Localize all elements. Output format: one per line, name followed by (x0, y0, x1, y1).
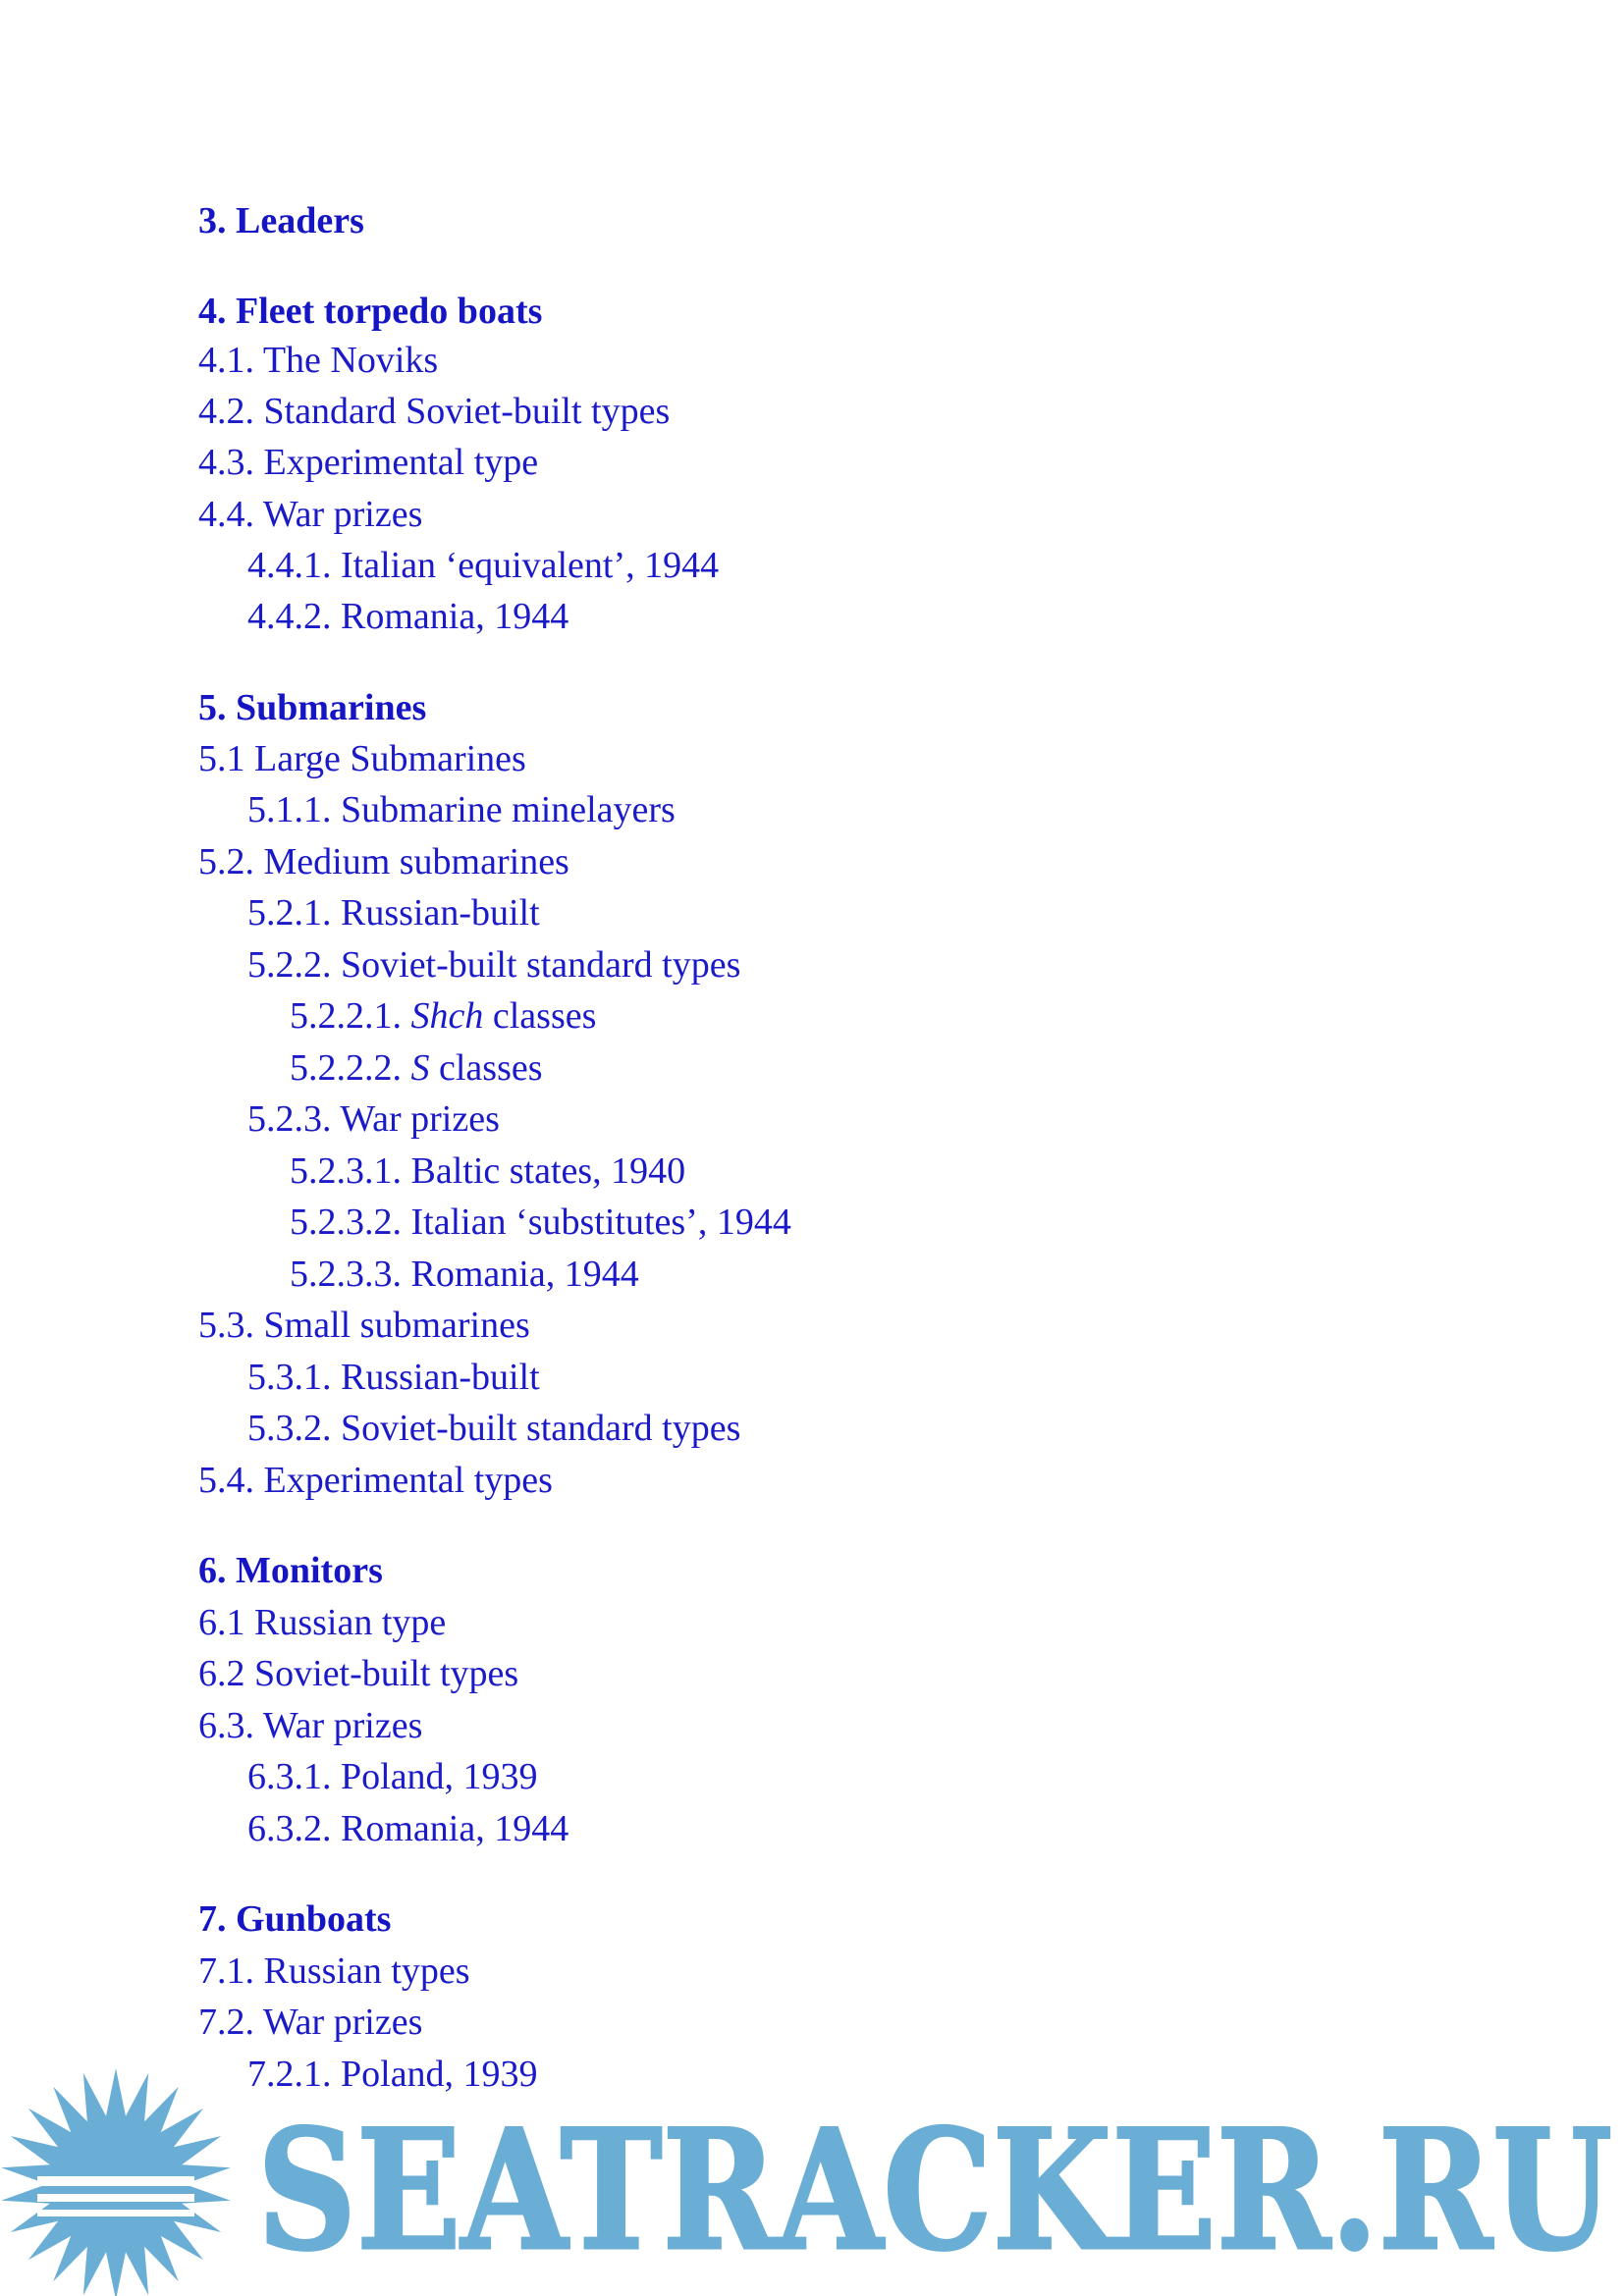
toc-entry-text: 6.3.1. Poland, 1939 (247, 1756, 538, 1797)
toc-entry-text-after: classes (429, 1047, 543, 1089)
toc-entry[interactable] (198, 736, 526, 781)
toc-entry-text: 4.2. Standard Soviet-built types (198, 391, 671, 432)
toc-entry[interactable] (247, 1806, 568, 1851)
toc-entry-text: 5.1.1. Submarine minelayers (247, 789, 676, 830)
sun-rays-icon (1, 2068, 231, 2296)
toc-entry[interactable] (247, 594, 568, 639)
toc-entry-italic-text: S (410, 1047, 430, 1089)
toc-entry[interactable] (290, 1252, 639, 1297)
toc-entry[interactable] (290, 1045, 543, 1091)
toc-entry-text: 7. Gunboats (198, 1898, 392, 1940)
toc-entry-text: 5.2.2. Soviet-built standard types (247, 944, 741, 986)
toc-entry[interactable] (198, 1458, 553, 1503)
toc-entry[interactable] (247, 1754, 538, 1799)
toc-entry-text: 3. Leaders (198, 200, 364, 241)
seatracker-watermark (0, 2061, 1624, 2296)
toc-entry[interactable] (198, 839, 569, 884)
toc-entry-text: 4.4. War prizes (198, 494, 423, 535)
toc-heading[interactable] (198, 685, 426, 730)
toc-entry-text: 6. Monitors (198, 1550, 383, 1591)
toc-entry[interactable] (198, 338, 438, 383)
toc-entry[interactable] (247, 890, 540, 935)
toc-entry[interactable] (198, 440, 538, 485)
toc-entry-text-after: classes (483, 995, 597, 1037)
toc-entry-text: 5.2.2.2. (290, 1047, 411, 1089)
toc-heading[interactable] (198, 198, 364, 243)
toc-entry-text: 4.4.1. Italian ‘equivalent’, 1944 (247, 545, 720, 586)
toc-entry[interactable] (198, 1703, 422, 1748)
toc-entry[interactable] (247, 942, 740, 988)
toc-entry-text: 5.3.2. Soviet-built standard types (247, 1408, 741, 1449)
watermark-text: SEATRACKER.RU (257, 2093, 1612, 2287)
toc-heading[interactable] (198, 1548, 383, 1593)
toc-entry[interactable] (290, 993, 596, 1039)
toc-entry[interactable] (247, 787, 676, 832)
sun-horizon-stripe (37, 2176, 194, 2186)
toc-entry[interactable] (198, 1303, 530, 1348)
toc-entry[interactable] (198, 1949, 470, 1994)
sun-horizon-stripe (37, 2194, 194, 2202)
toc-entry[interactable] (198, 1600, 446, 1645)
toc-entry-text: 4.3. Experimental type (198, 442, 539, 483)
toc-entry-text: 4. Fleet torpedo boats (198, 291, 543, 332)
toc-entry-italic-text: Shch (410, 995, 484, 1037)
toc-entry[interactable] (290, 1200, 791, 1245)
toc-entry-text: 7.2. War prizes (198, 2002, 423, 2043)
toc-entry-text: 5. Submarines (198, 687, 427, 728)
toc-entry[interactable] (247, 1096, 500, 1142)
toc-entry[interactable] (198, 389, 670, 434)
toc-entry[interactable] (247, 543, 719, 588)
toc-entry-text: 5.1 Large Submarines (198, 738, 526, 779)
toc-entry-text: 5.4. Experimental types (198, 1460, 553, 1501)
toc-entry[interactable] (198, 492, 422, 537)
toc-entry[interactable] (198, 2000, 422, 2045)
toc-heading[interactable] (198, 1896, 391, 1942)
toc-entry-text: 7.2.1. Poland, 1939 (247, 2054, 538, 2095)
sun-horizon-stripe (37, 2210, 194, 2216)
toc-entry-text: 5.2.3.2. Italian ‘substitutes’, 1944 (290, 1201, 791, 1243)
toc-entry[interactable] (247, 1406, 740, 1451)
toc-entry-text: 5.2.2.1. (290, 995, 411, 1037)
toc-entry-text: 4.4.2. Romania, 1944 (247, 596, 569, 637)
toc-entry-text: 6.1 Russian type (198, 1602, 447, 1643)
toc-entry-text: 5.2.3.1. Baltic states, 1940 (290, 1150, 686, 1192)
toc-entry-text: 6.2 Soviet-built types (198, 1653, 519, 1694)
toc-entry[interactable] (198, 1651, 518, 1696)
toc-heading[interactable] (198, 289, 542, 334)
toc-entry[interactable] (290, 1148, 685, 1194)
toc-entry-text: 5.2. Medium submarines (198, 841, 569, 882)
toc-entry-text: 5.2.1. Russian-built (247, 892, 540, 934)
toc-entry-text: 5.2.3. War prizes (247, 1098, 500, 1140)
toc-entry-text: 5.3. Small submarines (198, 1305, 530, 1346)
toc-entry[interactable] (247, 1355, 540, 1400)
toc-entry-text: 6.3.2. Romania, 1944 (247, 1808, 569, 1849)
toc-entry-text: 5.2.3.3. Romania, 1944 (290, 1254, 639, 1295)
toc-entry-text: 6.3. War prizes (198, 1705, 423, 1746)
toc-entry-text: 4.1. The Noviks (198, 340, 439, 381)
toc-entry-text: 7.1. Russian types (198, 1950, 470, 1992)
toc-entry-text: 5.3.1. Russian-built (247, 1357, 540, 1398)
